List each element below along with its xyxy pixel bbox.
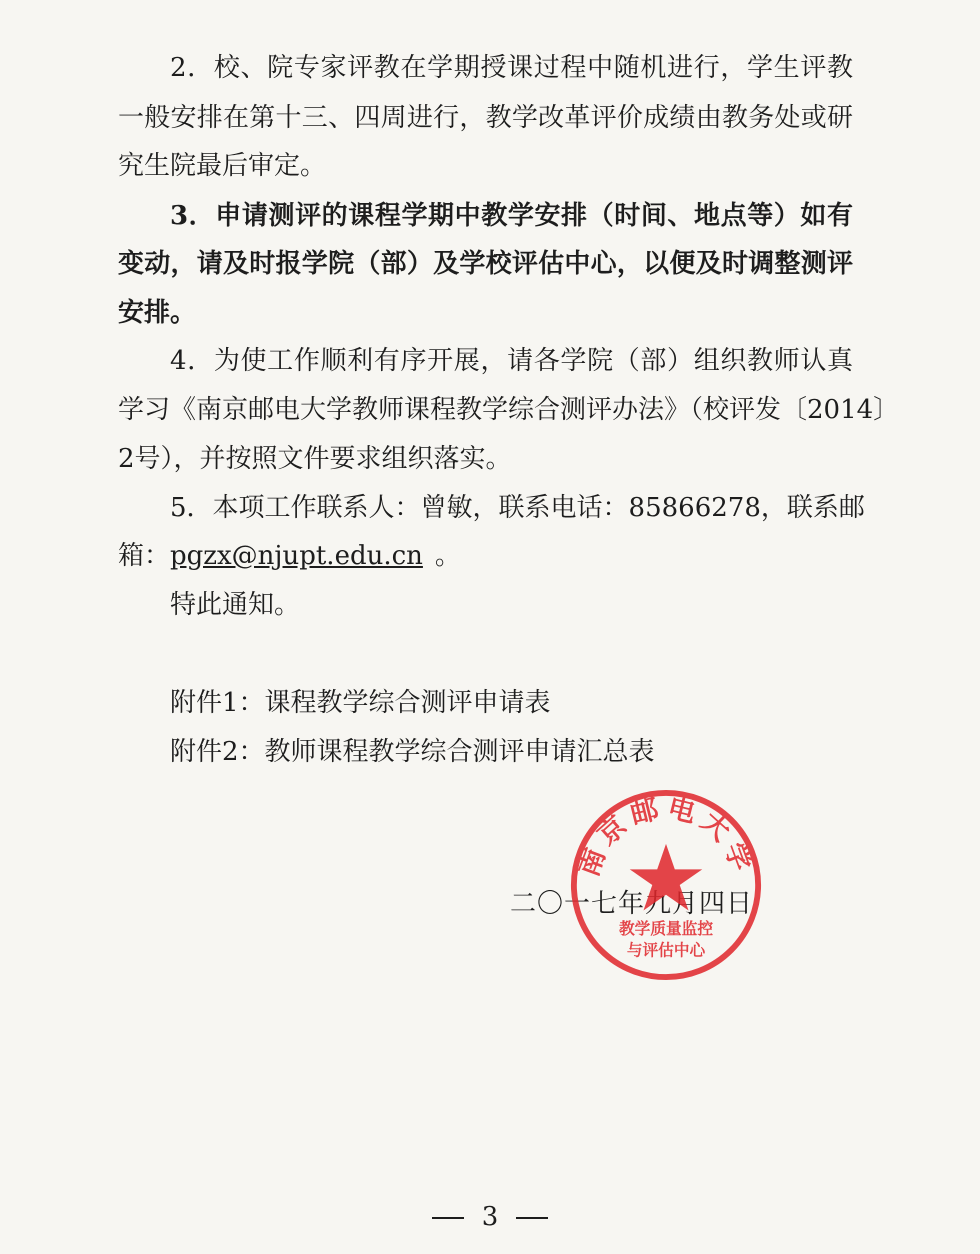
paragraph-4-line-1: 4．为使工作顺利有序开展，请各学院（部）组织教师认真 — [170, 346, 853, 376]
seal-inner-text-2: 与评估中心 — [626, 940, 706, 960]
seal-outer-text: 南京邮电大学 — [573, 792, 759, 881]
paragraph-2-line-2: 一般安排在第十三、四周进行，教学改革评价成绩由教务处或研 — [118, 103, 853, 133]
seal-star-icon — [630, 844, 703, 911]
page-number: 3 — [481, 1202, 499, 1232]
paragraph-3-line-1: 3．申请测评的课程学期中教学安排（时间、地点等）如有 — [170, 201, 853, 231]
paragraph-5-line-2 — [118, 541, 853, 571]
email-prefix: 箱： — [118, 541, 171, 571]
seal-inner-text-1: 教学质量监控 — [618, 919, 714, 938]
email-suffix: 。 — [434, 541, 461, 571]
footer-dash-right — [516, 1217, 548, 1219]
attachment-1: 附件1：课程教学综合测评申请表 — [170, 688, 551, 718]
page-footer — [0, 1202, 980, 1232]
paragraph-3-line-3: 安排。 — [118, 298, 197, 328]
closing-text: 特此通知。 — [170, 590, 301, 620]
paragraph-2-line-3: 究生院最后审定。 — [118, 151, 327, 181]
contact-email-link[interactable]: pgzx@njupt.edu.cn — [170, 541, 423, 571]
footer-dash-left — [432, 1217, 464, 1219]
paragraph-5-line-1: 5．本项工作联系人：曾敏，联系电话：85866278，联系邮 — [170, 493, 865, 523]
paragraph-3-line-2: 变动，请及时报学院（部）及学校评估中心，以便及时调整测评 — [118, 249, 853, 279]
paragraph-4-line-3: 2号），并按照文件要求组织落实。 — [118, 444, 512, 474]
official-seal-stamp — [568, 787, 764, 983]
paragraph-4-line-2: 学习《南京邮电大学教师课程教学综合测评办法》（校评发〔2014〕 — [118, 395, 900, 425]
paragraph-2-line-1: 2．校、院专家评教在学期授课过程中随机进行，学生评教 — [170, 53, 853, 83]
attachment-2: 附件2：教师课程教学综合测评申请汇总表 — [170, 737, 655, 767]
issue-date: 二〇一七年九月四日 — [510, 889, 754, 919]
